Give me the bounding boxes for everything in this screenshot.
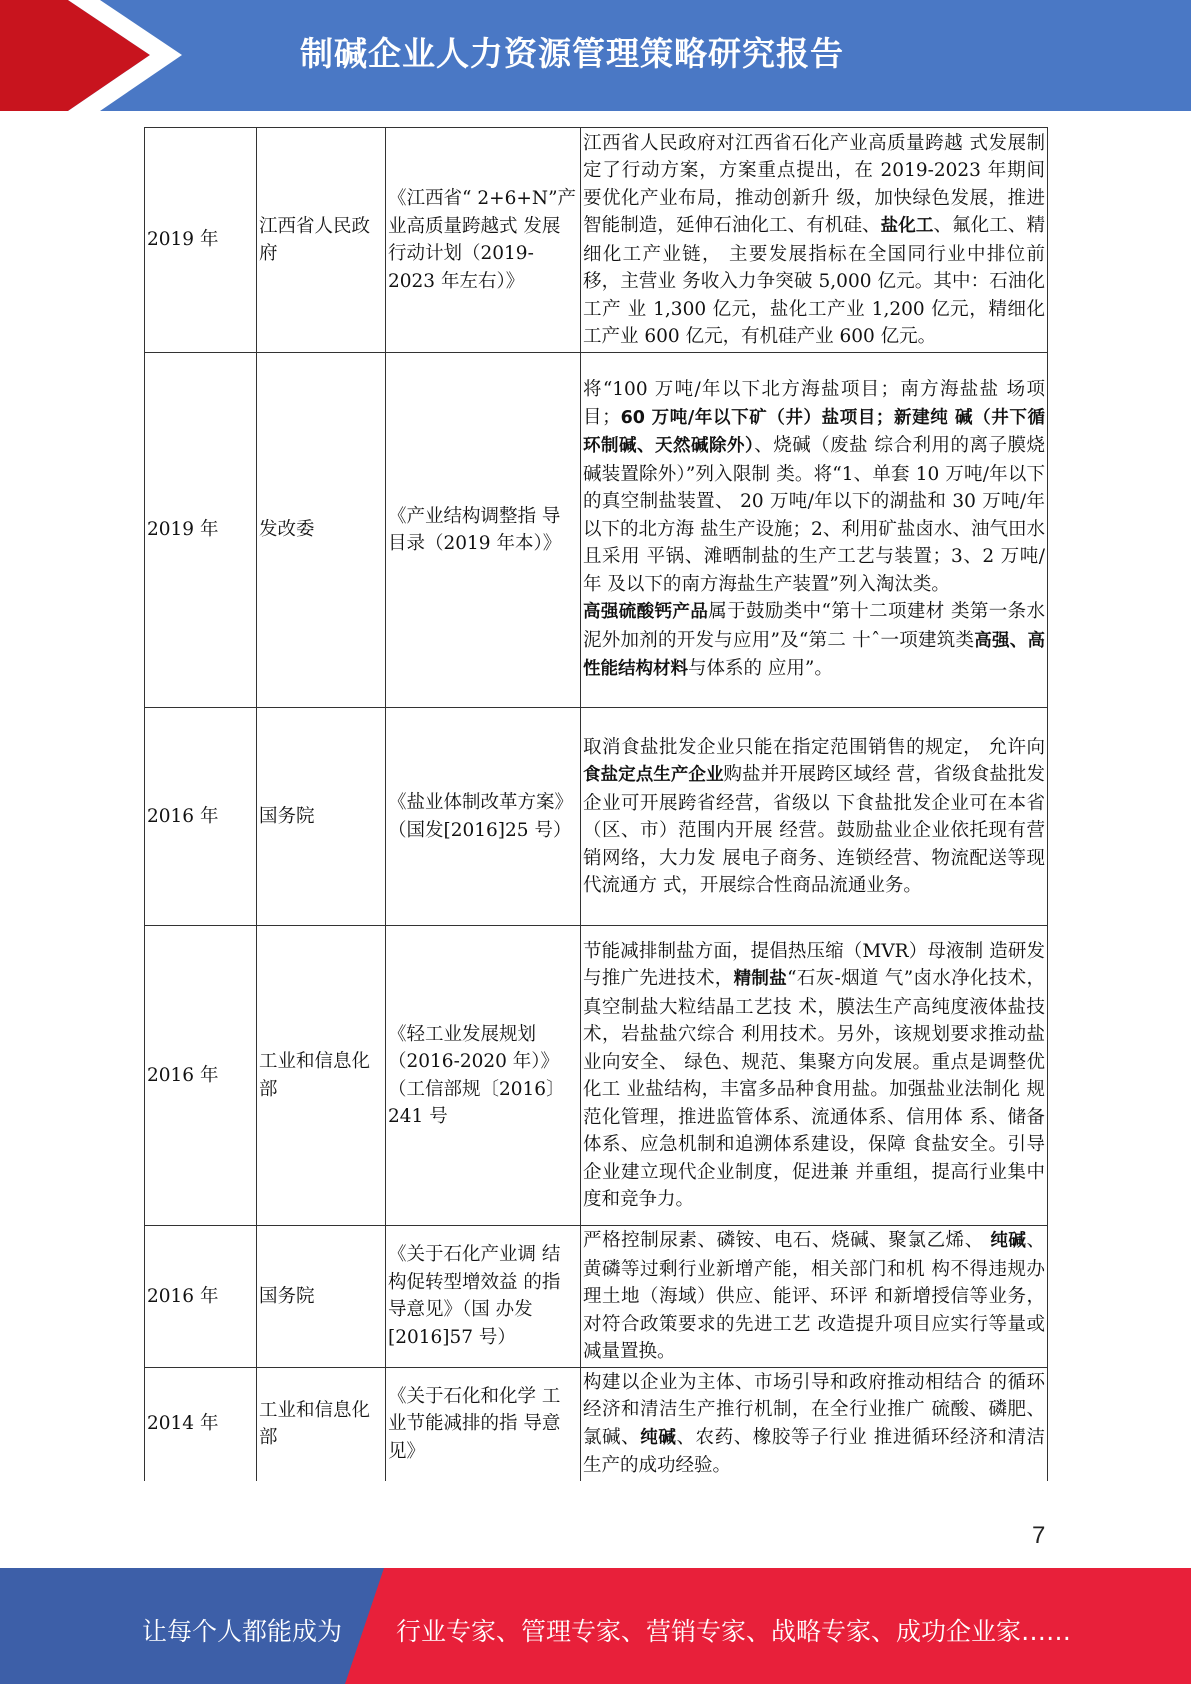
report-title: 制碱企业人力资源管理策略研究报告 [300, 34, 844, 73]
description-text: 与体系的 应用”。 [688, 658, 833, 680]
table-row [145, 708, 1048, 926]
description-cell [581, 128, 1048, 353]
highlighted-term: 精制盐 [733, 969, 788, 989]
policy-table [144, 127, 1048, 1481]
footer-slogan-right: 行业专家、管理专家、营销专家、战略专家、成功企业家…… [396, 1617, 1072, 1646]
document-cell: 《盐业体制改革方案》（国发[2016]25 号） [386, 708, 581, 926]
document-cell: 《轻工业发展规划（2016-2020 年）》（工信部规〔2016〕 241 号 [386, 926, 581, 1226]
description-text: 、农药、橡胶等子行业 推进循环经济和清洁生产的成功经验。 [583, 1426, 1045, 1476]
document-cell: 《关于石化产业调 结构促转型增效益 的指导意见》（国 办发[2016]57 号） [386, 1226, 581, 1368]
description-cell [581, 353, 1048, 708]
description-text: 江西省人民政府对江西省石化产业高质量跨越 式发展制定了行动方案，方案重点提出，在 2019-2023 年期间要优化产业布局，推动创新升 级，加快绿色发展，推进智能制造，延伸石油化工、有机硅、 [583, 132, 1045, 236]
highlighted-term: 60 万吨/年以下矿（井）盐项目；新建纯 碱（井下循环制碱、天然碱除外） [583, 407, 1045, 457]
description-text: 构建以企业为主体、市场引导和政府推动相结合 的循环经济和清洁生产推行机制，在全行业推广 硫酸、磷肥、氯碱、 [583, 1371, 1045, 1448]
highlighted-term: 食盐定点生产企业 [583, 765, 724, 785]
document-cell: 《产业结构调整指 导目录（2019 年本）》 [386, 353, 581, 708]
description-cell [581, 926, 1048, 1226]
highlighted-term: 高强、高性能结构材料 [583, 630, 1045, 680]
description-cell [581, 708, 1048, 926]
document-cell: 《关于石化和化学 工业节能减排的指 导意见》 [386, 1367, 581, 1481]
year-cell: 2016 年 [145, 926, 257, 1226]
description-text: 购盐并开展跨区域经 营，省级食盐批发企业可开展跨省经营，省级以 下食盐批发企业可在本省（区、市）范围内开展 经营。鼓励盐业企业依托现有营销网络，大力发 展电子商务、连锁经营、物流配送等现代流通方 式，开展综合性商品流通业务。 [583, 764, 1045, 896]
description-text: 取消食盐批发企业只能在指定范围销售的规定， 允许向 [583, 736, 1045, 758]
highlighted-term: 高强硫酸钙产品 [583, 602, 709, 623]
issuer-cell: 国务院 [257, 1226, 386, 1368]
red-chevron-shape [0, 0, 150, 111]
highlighted-term: 盐化工 [880, 216, 934, 236]
table-row [145, 1226, 1048, 1368]
issuer-cell: 江西省人民政府 [257, 128, 386, 353]
year-cell: 2019 年 [145, 128, 257, 353]
description-text: 、氟化工、精细化工产业链， 主要发展指标在全国同行业中排位前移，主营业 务收入力争突破 5,000 亿元。其中：石油化工产 业 1,300 亿元，盐化工产业 1,200 亿元，精细化 工产业 600 亿元，有机硅产业 600 亿元。 [583, 215, 1045, 347]
footer-banner [0, 1568, 1191, 1684]
table-row [145, 353, 1048, 708]
document-cell: 《江西省“ 2+6+N”产业高质量跨越式 发展行动计划（2019-2023 年左右）》 [386, 128, 581, 353]
issuer-cell: 工业和信息化部 [257, 926, 386, 1226]
description-text: 将“100 万吨/年以下北方海盐项目；南方海盐盐 场项目； [583, 379, 1045, 428]
description-text: “石灰-烟道 气”卤水净化技术，真空制盐大粒结晶工艺技 术，膜法生产高纯度液体盐技术，岩盐盐穴综合 利用技术。另外，该规划要求推动盐业向安全、 绿色、规范、集聚方向发展。重点是调整优化工 业盐结构，丰富多品种食用盐。加强盐业法制化 规范化管理，推进监管体系、流通体系、信用体 系、储备体系、应急机制和追溯体系建设，保障 食盐安全。引导企业建立现代企业制度，促进兼 并重组，提高行业集中度和竞争力。 [583, 968, 1045, 1210]
description-text: 属于鼓励类中“第十二项建材 类第一条水泥外加剂的开发与应用”及“第二 十ˆ一项建筑类 [583, 601, 1046, 651]
year-cell: 2016 年 [145, 1226, 257, 1368]
issuer-cell: 国务院 [257, 708, 386, 926]
issuer-cell: 发改委 [257, 353, 386, 708]
table-row [145, 926, 1048, 1226]
page-number: 7 [1032, 1522, 1046, 1549]
year-cell: 2014 年 [145, 1367, 257, 1481]
footer-slogan-left: 让每个人都能成为 [142, 1617, 343, 1646]
year-cell: 2016 年 [145, 708, 257, 926]
table-row [145, 1367, 1048, 1481]
description-text: 、黄磷等过剩行业新增产能，相关部门和机 构不得违规办理土地（海域）供应、能评、环评 和新增授信等业务，对符合政策要求的先进工艺 改造提升项目应实行等量或减量置换。 [583, 1230, 1046, 1362]
highlighted-term: 纯碱 [990, 1231, 1027, 1251]
description-text: 严格控制尿素、磷铵、电石、烧碱、聚氯乙烯、 [583, 1230, 991, 1251]
header-banner [0, 0, 1191, 111]
description-text: 、烧碱（废盐 综合利用的离子膜烧碱装置除外）”列入限制 类。将“1、单套 10 万吨/年以下的真空制盐装置、 20 万吨/年以下的湖盐和 30 万吨/年以下的北方海 盐生产设施；2、利用矿盐卤水、油气田水且采用 平锅、滩晒制盐的生产工艺与装置；3、2 万吨/年 及以下的南方海盐生产装置”列入淘汰类。 [583, 435, 1046, 595]
description-cell [581, 1367, 1048, 1481]
year-cell: 2019 年 [145, 353, 257, 708]
issuer-cell: 工业和信息化部 [257, 1367, 386, 1481]
description-text: 节能减排制盐方面，提倡热压缩（MVR）母液制 造研发与推广先进技术， [583, 940, 1045, 989]
table-row [145, 128, 1048, 353]
highlighted-term: 纯碱 [640, 1427, 677, 1448]
description-cell [581, 1226, 1048, 1368]
